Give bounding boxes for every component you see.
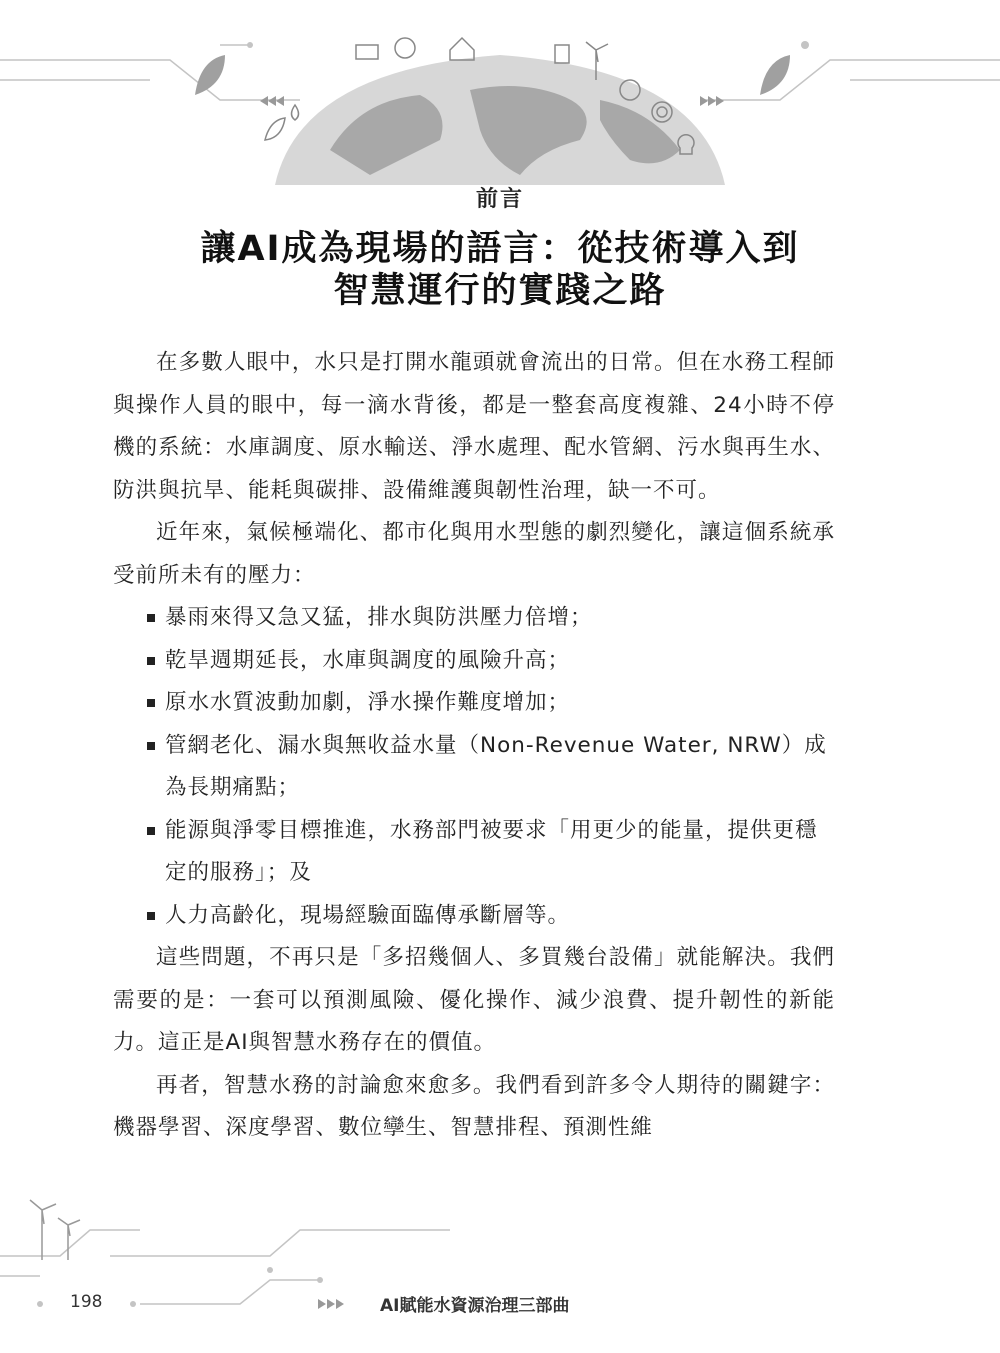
list-item-text: 暴雨來得又急又猛，排水與防洪壓力倍增；: [165, 605, 593, 630]
bullet-square-icon: [147, 614, 155, 622]
leaf-outline-icon: [265, 118, 285, 140]
arrow-left-icon: [260, 96, 284, 106]
list-item-text: 管網老化、漏水與無收益水量（Non-Revenue Water, NRW）成為長期痛點；: [165, 732, 827, 800]
recycle-bin-icon: [555, 45, 569, 63]
solar-panel-icon: [356, 45, 378, 59]
chapter-title-line-1: 讓AI成為現場的語言：從技術導入到: [200, 229, 800, 269]
list-item: [113, 597, 835, 640]
paragraph: 在多數人眼中，水只是打開水龍頭就會流出的日常。但在水務工程師與操作人員的眼中，每一滴水背後，都是一整套高度複雜、24小時不停機的系統：水庫調度、原水輸送、淨水處理、配水管網、污水與再生水、防洪與抗旱、能耗與碳排、設備維護與韌性治理，缺一不可。: [113, 350, 835, 503]
paragraph: 再者，智慧水務的討論愈來愈多。我們看到許多令人期待的關鍵字：機器學習、深度學習、數位孿生、智慧排程、預測性維: [113, 1072, 835, 1140]
list-item: [113, 640, 835, 683]
globe-icon: [275, 55, 725, 185]
water-drop-icon: [292, 105, 299, 120]
list-item: [113, 810, 835, 895]
body-text: [113, 342, 835, 1150]
header-globe-illustration: [0, 0, 1000, 200]
bullet-square-icon: [147, 827, 155, 835]
wind-turbine-icon: [30, 1200, 80, 1260]
page-number: 198: [70, 1292, 103, 1312]
list-item: [113, 725, 835, 810]
chapter-title-line-2: 智慧運行的實踐之路: [333, 271, 667, 311]
bullet-square-icon: [147, 742, 155, 750]
arrow-right-icon: [318, 1299, 344, 1309]
footer-decoration: [0, 1180, 1000, 1353]
list-item-text: 能源與淨零目標推進，水務部門被要求「用更少的能量，提供更穩定的服務」；及: [165, 817, 818, 885]
paragraph: 近年來，氣候極端化、都市化與用水型態的劇烈變化，讓這個系統承受前所未有的壓力：: [113, 520, 835, 588]
section-label: 前言: [475, 187, 524, 212]
list-item-text: 乾旱週期延長，水庫與調度的風險升高；: [165, 647, 571, 673]
arrow-right-icon: [700, 96, 724, 106]
house-icon: [450, 38, 474, 60]
paragraph: 這些問題，不再只是「多招幾個人、多買幾台設備」就能解決。我們需要的是：一套可以預測風險、優化操作、減少浪費、提升韌性的新能力。這正是AI與智慧水務存在的價值。: [113, 945, 835, 1055]
globe-small-icon: [395, 38, 415, 58]
bullet-list: [113, 597, 835, 937]
bullet-square-icon: [147, 699, 155, 707]
list-item: [113, 682, 835, 725]
list-item: [113, 895, 835, 938]
bullet-square-icon: [147, 912, 155, 920]
list-item-text: 人力高齡化，現場經驗面臨傳承斷層等。: [165, 902, 571, 928]
list-item-text: 原水水質波動加劇，淨水操作難度增加；: [165, 690, 571, 715]
book-title: AI賦能水資源治理三部曲: [380, 1296, 570, 1316]
bullet-square-icon: [147, 657, 155, 665]
